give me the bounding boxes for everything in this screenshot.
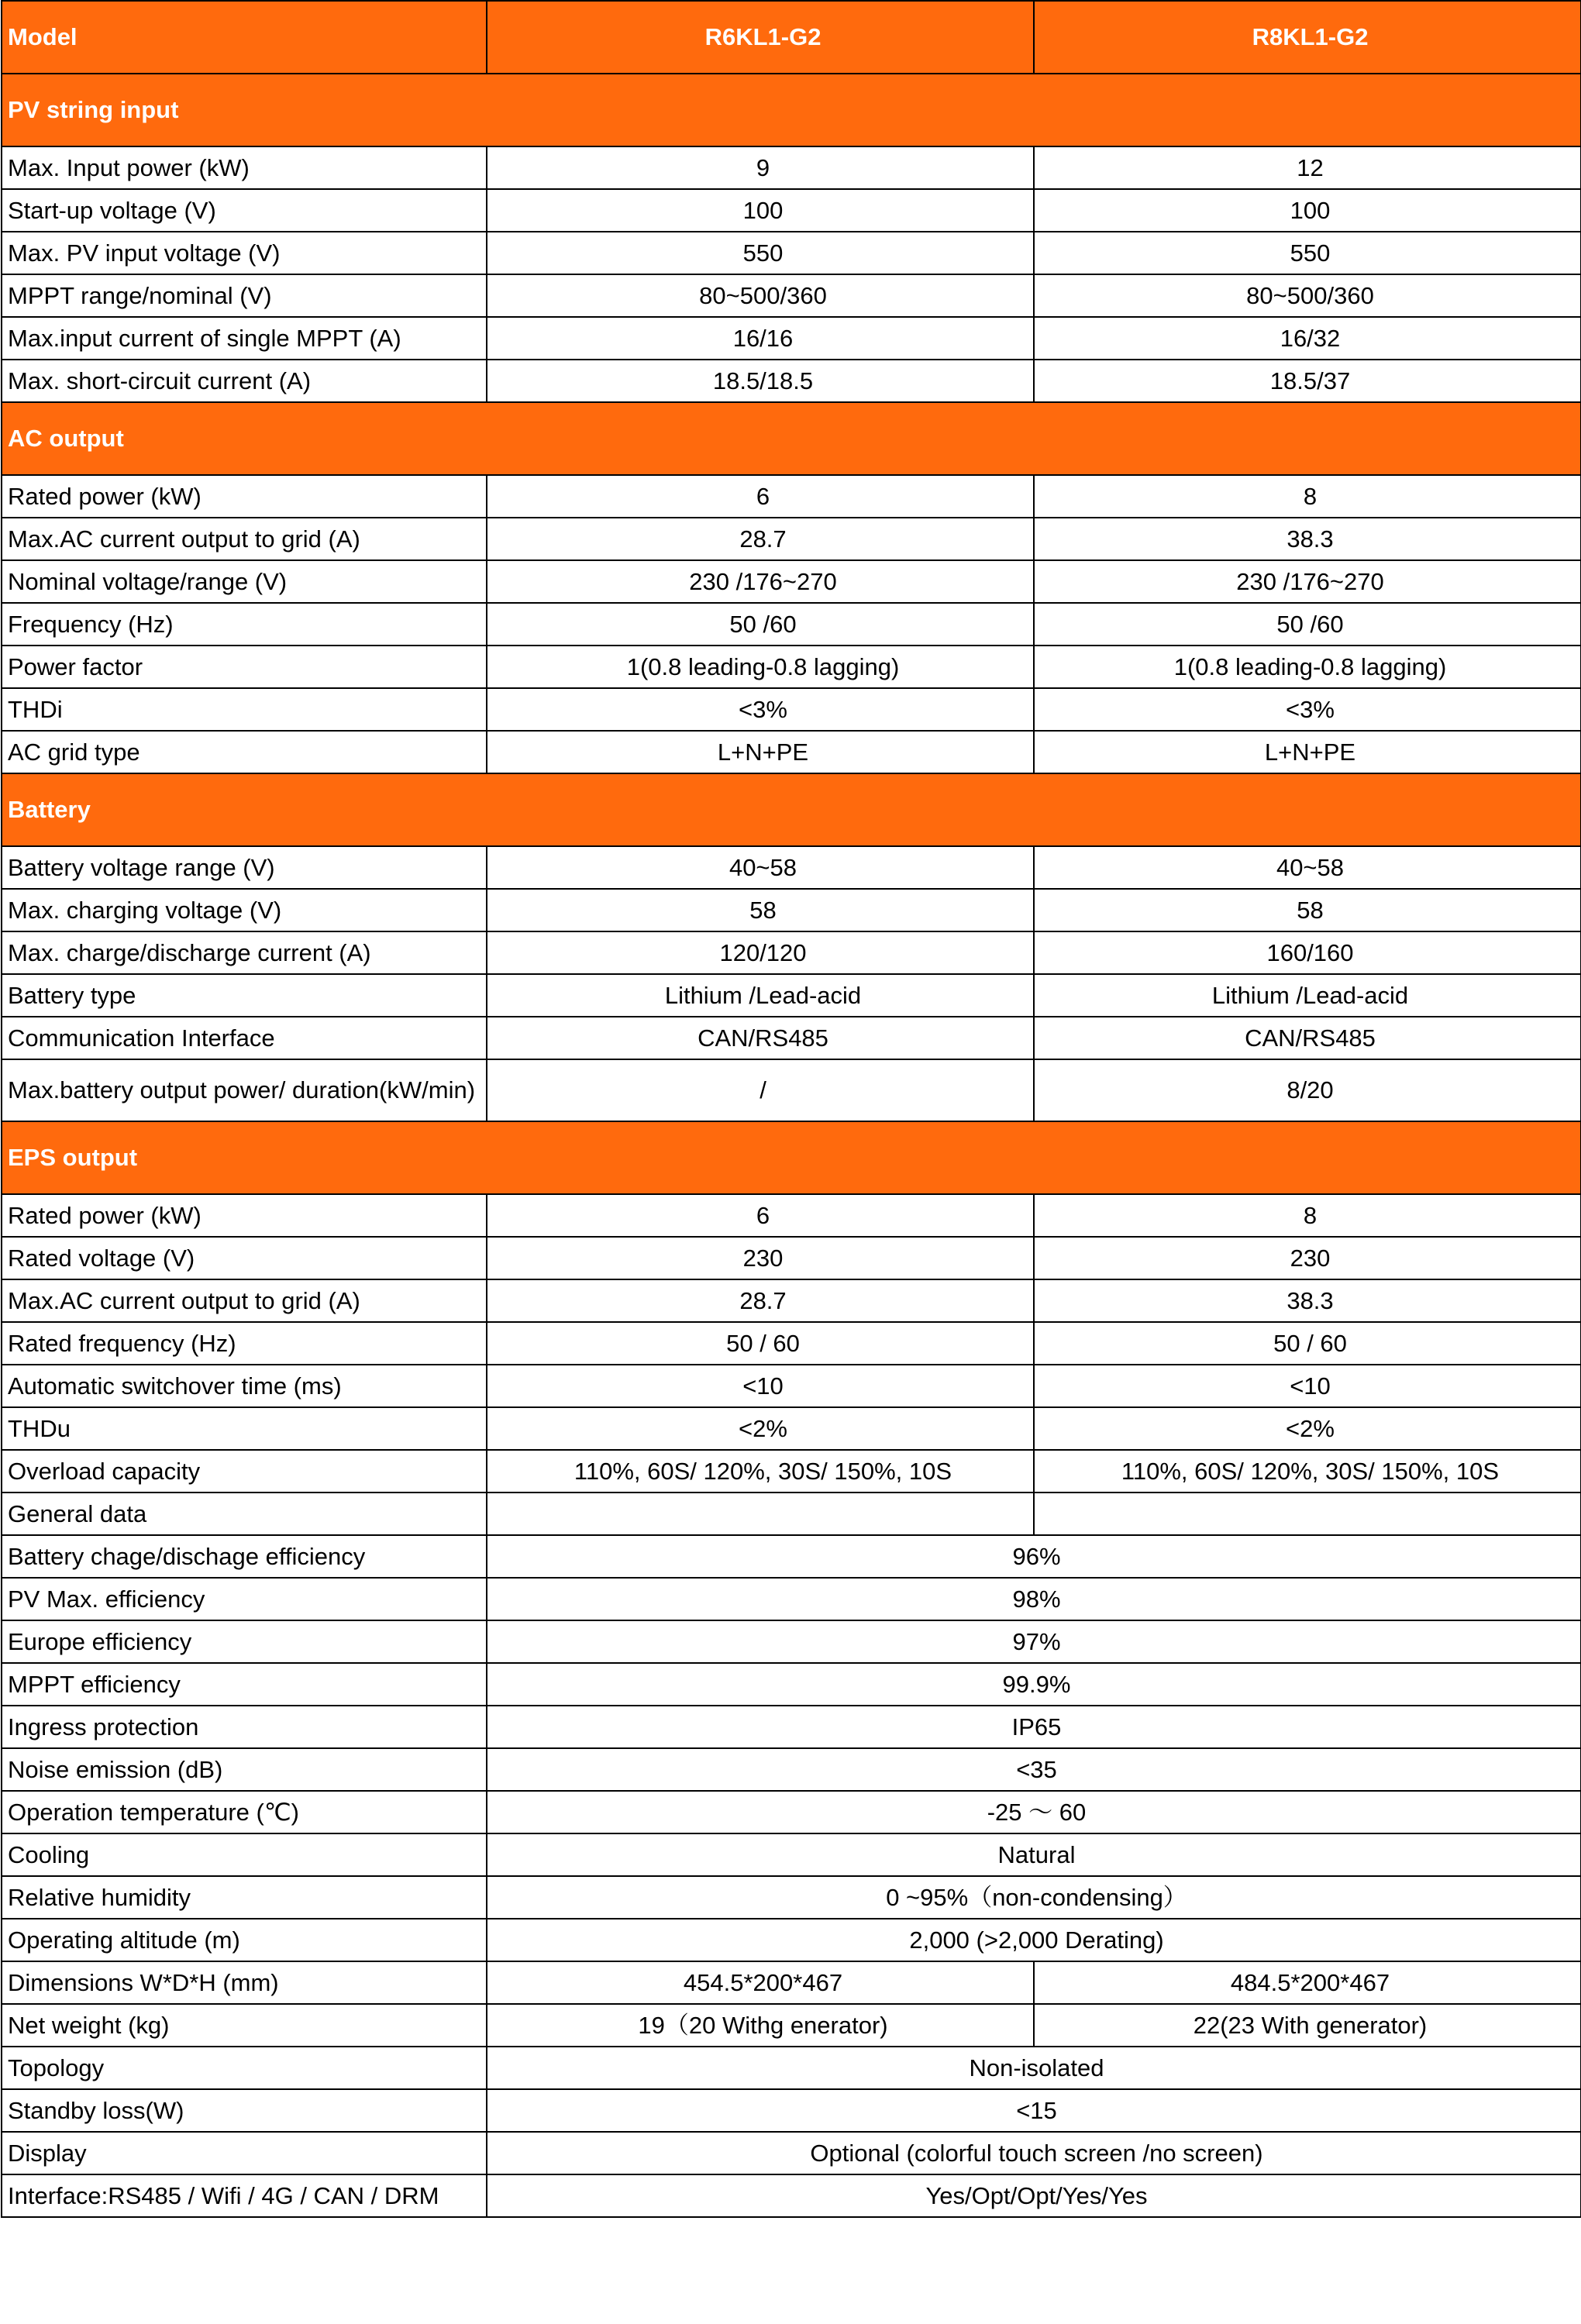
spec-row (2, 232, 1581, 274)
spec-value-model-1: 80~500/360 (487, 274, 1034, 317)
spec-label: Display (2, 2132, 487, 2174)
spec-row (2, 889, 1581, 931)
spec-value-shared: IP65 (487, 1706, 1581, 1748)
spec-value-model-2: CAN/RS485 (1034, 1017, 1581, 1059)
spec-row (2, 2132, 1581, 2174)
spec-row (2, 360, 1581, 402)
model-name-r6kl1-g2: R6KL1-G2 (487, 1, 1034, 74)
spec-row (2, 1578, 1581, 1620)
spec-label: Max.AC current output to grid (A) (2, 1279, 487, 1322)
spec-row (2, 1059, 1581, 1121)
spec-row (2, 731, 1581, 773)
spec-value-model-2: 110%, 60S/ 120%, 30S/ 150%, 10S (1034, 1450, 1581, 1493)
spec-label: THDu (2, 1407, 487, 1450)
spec-label: Rated frequency (Hz) (2, 1322, 487, 1365)
spec-value-model-2 (1034, 1493, 1581, 1535)
spec-value-model-2: 550 (1034, 232, 1581, 274)
spec-row (2, 1876, 1581, 1919)
spec-row (2, 1322, 1581, 1365)
spec-value-model-1: 16/16 (487, 317, 1034, 360)
spec-value-shared: 96% (487, 1535, 1581, 1578)
spec-label: Battery voltage range (V) (2, 846, 487, 889)
spec-value-model-2: 50 /60 (1034, 603, 1581, 646)
spec-label: Operation temperature (℃) (2, 1791, 487, 1833)
spec-value-shared: <35 (487, 1748, 1581, 1791)
spec-value-model-2: 40~58 (1034, 846, 1581, 889)
spec-row (2, 846, 1581, 889)
spec-row (2, 974, 1581, 1017)
spec-label: Nominal voltage/range (V) (2, 560, 487, 603)
spec-label: Battery type (2, 974, 487, 1017)
spec-value-model-1: 18.5/18.5 (487, 360, 1034, 402)
spec-value-model-1: 40~58 (487, 846, 1034, 889)
spec-value-model-2: L+N+PE (1034, 731, 1581, 773)
spec-table-body (2, 1, 1581, 2217)
model-header-label: Model (2, 1, 487, 74)
spec-label: Ingress protection (2, 1706, 487, 1748)
spec-row (2, 1535, 1581, 1578)
spec-value-model-1 (487, 1493, 1034, 1535)
spec-label: Max. short-circuit current (A) (2, 360, 487, 402)
spec-label: PV Max. efficiency (2, 1578, 487, 1620)
spec-label: Max. PV input voltage (V) (2, 232, 487, 274)
spec-row (2, 475, 1581, 518)
spec-value-model-1: 110%, 60S/ 120%, 30S/ 150%, 10S (487, 1450, 1034, 1493)
spec-value-model-1: 454.5*200*467 (487, 1961, 1034, 2004)
spec-row (2, 1919, 1581, 1961)
spec-label: AC grid type (2, 731, 487, 773)
spec-label: Dimensions W*D*H (mm) (2, 1961, 487, 2004)
spec-label: THDi (2, 688, 487, 731)
spec-value-shared: Natural (487, 1833, 1581, 1876)
spec-row (2, 1194, 1581, 1237)
spec-value-model-1: 28.7 (487, 518, 1034, 560)
spec-row (2, 688, 1581, 731)
spec-label: Max. charging voltage (V) (2, 889, 487, 931)
spec-label: Standby loss(W) (2, 2089, 487, 2132)
spec-label: Frequency (Hz) (2, 603, 487, 646)
spec-row (2, 1365, 1581, 1407)
spec-value-model-1: 9 (487, 146, 1034, 189)
section-header (2, 1121, 1581, 1194)
spec-value-shared: Yes/Opt/Opt/Yes/Yes (487, 2174, 1581, 2217)
spec-row (2, 1450, 1581, 1493)
spec-value-shared: Non-isolated (487, 2047, 1581, 2089)
spec-row (2, 560, 1581, 603)
spec-value-shared: 99.9% (487, 1663, 1581, 1706)
spec-row (2, 2089, 1581, 2132)
section-header (2, 74, 1581, 146)
spec-row (2, 1791, 1581, 1833)
spec-value-shared: Optional (colorful touch screen /no screen) (487, 2132, 1581, 2174)
spec-row (2, 1279, 1581, 1322)
spec-row (2, 1407, 1581, 1450)
spec-row (2, 1706, 1581, 1748)
spec-label: Battery chage/dischage efficiency (2, 1535, 487, 1578)
spec-value-shared: <15 (487, 2089, 1581, 2132)
spec-row (2, 1493, 1581, 1535)
spec-label: Overload capacity (2, 1450, 487, 1493)
spec-label: Europe efficiency (2, 1620, 487, 1663)
spec-value-model-2: 230 (1034, 1237, 1581, 1279)
spec-row (2, 931, 1581, 974)
spec-label: Communication Interface (2, 1017, 487, 1059)
spec-label: MPPT range/nominal (V) (2, 274, 487, 317)
spec-label: Automatic switchover time (ms) (2, 1365, 487, 1407)
spec-label: Rated power (kW) (2, 475, 487, 518)
spec-value-model-2: 50 / 60 (1034, 1322, 1581, 1365)
spec-label: Cooling (2, 1833, 487, 1876)
spec-value-model-2: 38.3 (1034, 1279, 1581, 1322)
spec-value-model-2: 8 (1034, 1194, 1581, 1237)
spec-label: Power factor (2, 646, 487, 688)
spec-row (2, 1961, 1581, 2004)
spec-label: Max.input current of single MPPT (A) (2, 317, 487, 360)
spec-label: Rated voltage (V) (2, 1237, 487, 1279)
spec-value-model-2: 8 (1034, 475, 1581, 518)
spec-value-model-2: <10 (1034, 1365, 1581, 1407)
spec-row (2, 518, 1581, 560)
spec-row (2, 1663, 1581, 1706)
spec-value-model-1: <2% (487, 1407, 1034, 1450)
spec-row (2, 1237, 1581, 1279)
spec-value-model-1: 19（20 Withg enerator) (487, 2004, 1034, 2047)
spec-value-model-2: 16/32 (1034, 317, 1581, 360)
spec-label: MPPT efficiency (2, 1663, 487, 1706)
spec-value-model-2: 484.5*200*467 (1034, 1961, 1581, 2004)
spec-row (2, 1017, 1581, 1059)
spec-label: Max. charge/discharge current (A) (2, 931, 487, 974)
spec-value-model-2: 100 (1034, 189, 1581, 232)
spec-value-model-1: 100 (487, 189, 1034, 232)
spec-value-model-1: Lithium /Lead-acid (487, 974, 1034, 1017)
spec-label: Max. Input power (kW) (2, 146, 487, 189)
spec-label: General data (2, 1493, 487, 1535)
spec-row (2, 2174, 1581, 2217)
spec-row (2, 189, 1581, 232)
spec-row (2, 146, 1581, 189)
spec-value-model-2: 18.5/37 (1034, 360, 1581, 402)
spec-value-model-2: Lithium /Lead-acid (1034, 974, 1581, 1017)
spec-label: Max.AC current output to grid (A) (2, 518, 487, 560)
spec-value-shared: -25 ～ 60 (487, 1791, 1581, 1833)
spec-row (2, 603, 1581, 646)
spec-label: Relative humidity (2, 1876, 487, 1919)
spec-label: Max.battery output power/ duration(kW/min) (2, 1059, 487, 1121)
spec-value-model-1: / (487, 1059, 1034, 1121)
spec-value-model-1: 6 (487, 1194, 1034, 1237)
spec-label: Net weight (kg) (2, 2004, 487, 2047)
section-title: EPS output (2, 1121, 1581, 1194)
spec-value-model-1: 230 (487, 1237, 1034, 1279)
spec-value-model-1: 50 /60 (487, 603, 1034, 646)
spec-value-model-1: 120/120 (487, 931, 1034, 974)
spec-row (2, 646, 1581, 688)
spec-value-model-2: <2% (1034, 1407, 1581, 1450)
spec-value-shared: 97% (487, 1620, 1581, 1663)
spec-value-model-1: 1(0.8 leading-0.8 lagging) (487, 646, 1034, 688)
spec-value-model-2: <3% (1034, 688, 1581, 731)
spec-table (1, 0, 1581, 2218)
spec-row (2, 2004, 1581, 2047)
spec-row (2, 317, 1581, 360)
spec-label: Rated power (kW) (2, 1194, 487, 1237)
spec-value-model-2: 160/160 (1034, 931, 1581, 974)
spec-value-model-1: L+N+PE (487, 731, 1034, 773)
spec-value-shared: 0 ~95%（non-condensing） (487, 1876, 1581, 1919)
spec-value-model-1: 50 / 60 (487, 1322, 1034, 1365)
spec-row (2, 274, 1581, 317)
spec-value-model-2: 22(23 With generator) (1034, 2004, 1581, 2047)
spec-value-model-1: 230 /176~270 (487, 560, 1034, 603)
spec-label: Operating altitude (m) (2, 1919, 487, 1961)
spec-value-model-1: 550 (487, 232, 1034, 274)
spec-value-model-2: 58 (1034, 889, 1581, 931)
section-title: PV string input (2, 74, 1581, 146)
section-header (2, 773, 1581, 846)
spec-value-model-2: 1(0.8 leading-0.8 lagging) (1034, 646, 1581, 688)
model-name-r8kl1-g2: R8KL1-G2 (1034, 1, 1581, 74)
spec-value-model-2: 80~500/360 (1034, 274, 1581, 317)
spec-value-model-2: 8/20 (1034, 1059, 1581, 1121)
spec-value-shared: 98% (487, 1578, 1581, 1620)
spec-row (2, 1748, 1581, 1791)
spec-value-model-2: 230 /176~270 (1034, 560, 1581, 603)
spec-label: Topology (2, 2047, 487, 2089)
spec-value-model-1: <10 (487, 1365, 1034, 1407)
spec-row (2, 2047, 1581, 2089)
model-header-row (2, 1, 1581, 74)
section-header (2, 402, 1581, 475)
spec-value-model-1: 28.7 (487, 1279, 1034, 1322)
spec-value-model-2: 12 (1034, 146, 1581, 189)
section-title: AC output (2, 402, 1581, 475)
spec-value-model-2: 38.3 (1034, 518, 1581, 560)
spec-label: Noise emission (dB) (2, 1748, 487, 1791)
spec-value-shared: 2,000 (>2,000 Derating) (487, 1919, 1581, 1961)
spec-value-model-1: 58 (487, 889, 1034, 931)
spec-row (2, 1620, 1581, 1663)
section-title: Battery (2, 773, 1581, 846)
spec-label: Start-up voltage (V) (2, 189, 487, 232)
spec-value-model-1: CAN/RS485 (487, 1017, 1034, 1059)
spec-value-model-1: 6 (487, 475, 1034, 518)
spec-row (2, 1833, 1581, 1876)
spec-value-model-1: <3% (487, 688, 1034, 731)
spec-label: Interface:RS485 / Wifi / 4G / CAN / DRM (2, 2174, 487, 2217)
